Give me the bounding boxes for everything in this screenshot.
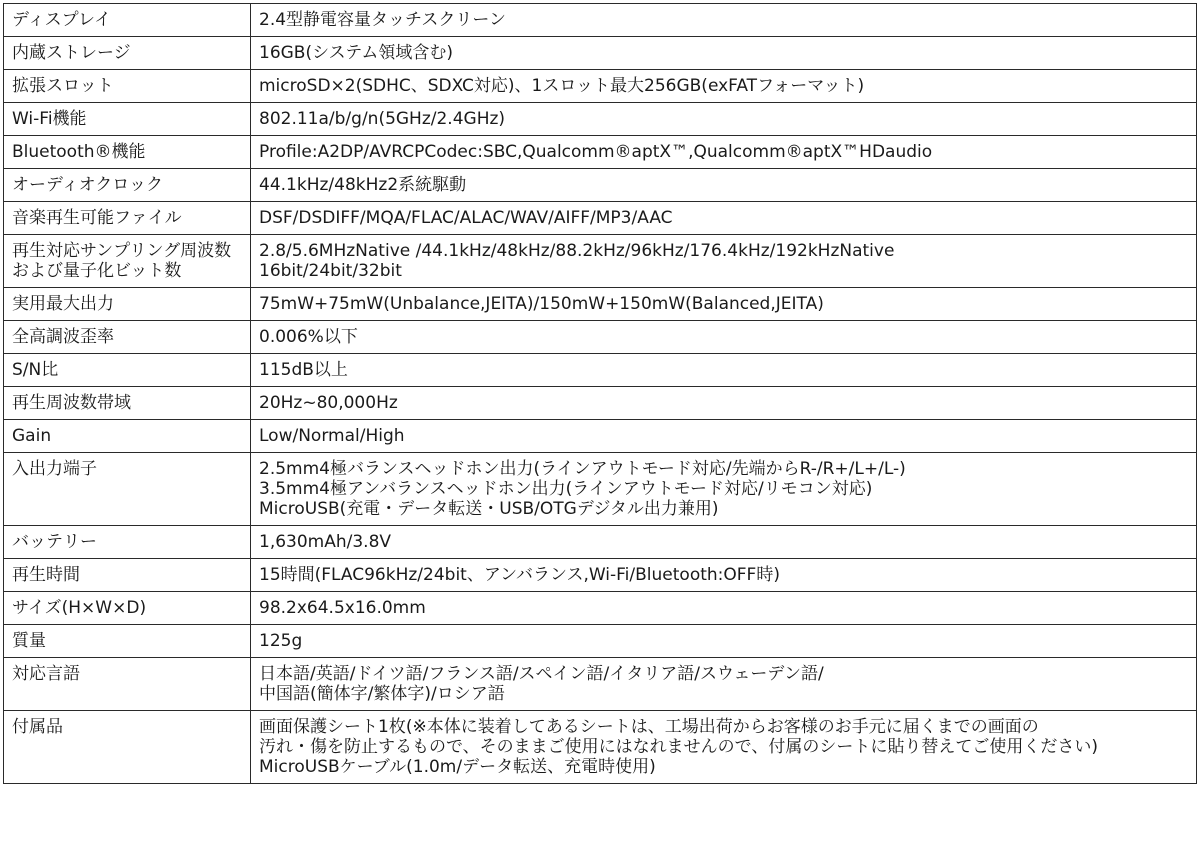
spec-label-text: Wi-Fi機能 [12,109,87,129]
spec-label [4,70,251,103]
spec-value-text: 44.1kHz/48kHz2系統駆動 [259,175,467,195]
spec-row [4,37,1197,70]
spec-table [3,3,1197,784]
spec-label-text: Bluetooth®機能 [12,142,146,162]
spec-row [4,4,1197,37]
spec-value [251,453,1197,526]
spec-label-text: 対応言語 [12,664,80,684]
spec-label-text: S/N比 [12,360,59,380]
spec-row [4,288,1197,321]
spec-value-text: 0.006%以下 [259,327,358,347]
spec-value-text: 汚れ・傷を防止するもので、そのままご使用にはなれませんので、付属のシートに貼り替えてご使用ください) [259,737,1098,757]
spec-value-text: 802.11a/b/g/n(5GHz/2.4GHz) [259,109,506,129]
spec-row [4,387,1197,420]
spec-label [4,453,251,526]
spec-label [4,103,251,136]
spec-value [251,169,1197,202]
spec-row [4,354,1197,387]
spec-label-text: 音楽再生可能ファイル [12,208,182,228]
spec-value [251,559,1197,592]
spec-label-text: Gain [12,426,52,446]
spec-value [251,103,1197,136]
spec-value-text: 画面保護シート1枚(※本体に装着してあるシートは、工場出荷からお客様のお手元に届くまでの画面の [259,717,1039,737]
spec-label-text: 再生対応サンプリング周波数 [12,241,232,261]
spec-value-text: 2.4型静電容量タッチスクリーン [259,10,507,30]
spec-row [4,658,1197,711]
spec-row [4,136,1197,169]
spec-value [251,387,1197,420]
spec-row [4,453,1197,526]
spec-value [251,37,1197,70]
spec-value-text: 115dB以上 [259,360,348,380]
spec-label [4,559,251,592]
spec-label-text: 再生時間 [12,565,80,585]
spec-label [4,202,251,235]
spec-value-text: MicroUSBケーブル(1.0m/データ転送、充電時使用) [259,757,656,777]
spec-value-text: Profile:A2DP/AVRCPCodec:SBC,Qualcomm®aptX™,Qualcomm®aptX™HDaudio [259,142,933,162]
spec-value-text: 98.2x64.5x16.0mm [259,598,426,618]
spec-label [4,658,251,711]
spec-row [4,559,1197,592]
spec-label [4,169,251,202]
spec-value-text: MicroUSB(充電・データ転送・USB/OTGデジタル出力兼用) [259,499,719,519]
spec-label [4,321,251,354]
spec-label-text: 全高調波歪率 [12,327,114,347]
spec-value [251,420,1197,453]
spec-row [4,592,1197,625]
spec-label [4,625,251,658]
spec-row [4,526,1197,559]
spec-row [4,169,1197,202]
spec-value-text: 16bit/24bit/32bit [259,261,402,281]
spec-value-text: Low/Normal/High [259,426,405,446]
spec-value [251,625,1197,658]
spec-row [4,420,1197,453]
spec-value [251,658,1197,711]
spec-row [4,202,1197,235]
spec-label [4,354,251,387]
spec-value [251,711,1197,784]
spec-row [4,103,1197,136]
spec-label [4,37,251,70]
spec-label [4,592,251,625]
spec-label-text: バッテリー [12,532,97,552]
spec-value-text: 15時間(FLAC96kHz/24bit、アンバランス,Wi-Fi/Bluetooth:OFF時) [259,565,780,585]
spec-value [251,354,1197,387]
spec-label-text: 入出力端子 [12,459,97,479]
spec-label-text: 内蔵ストレージ [12,43,131,63]
spec-value-text: 3.5mm4極アンバランスヘッドホン出力(ラインアウトモード対応/リモコン対応) [259,479,873,499]
spec-value-text: microSD×2(SDHC、SDXC対応)、1スロット最大256GB(exFATフォーマット) [259,76,865,96]
spec-label-text: ディスプレイ [12,10,112,30]
spec-value [251,235,1197,288]
spec-label [4,420,251,453]
spec-value-text: 125g [259,631,303,651]
spec-value-text: 2.5mm4極バランスヘッドホン出力(ラインアウトモード対応/先端からR-/R+/L+/L-) [259,459,906,479]
spec-value-text: 75mW+75mW(Unbalance,JEITA)/150mW+150mW(Balanced,JEITA) [259,294,824,314]
spec-value-text: 16GB(システム領域含む) [259,43,454,63]
spec-label [4,288,251,321]
spec-value [251,321,1197,354]
spec-label-text: サイズ(H×W×D) [12,598,147,618]
spec-row [4,235,1197,288]
spec-value-text: DSF/DSDIFF/MQA/FLAC/ALAC/WAV/AIFF/MP3/AAC [259,208,673,228]
spec-label [4,4,251,37]
spec-value [251,70,1197,103]
spec-value [251,288,1197,321]
spec-value [251,526,1197,559]
spec-value-text: 中国語(簡体字/繁体字)/ロシア語 [259,684,505,704]
spec-label-text: 再生周波数帯域 [12,393,131,413]
spec-label-text: および量子化ビット数 [12,261,182,281]
spec-label-text: 拡張スロット [12,76,114,96]
spec-label-text: 付属品 [12,717,63,737]
spec-label [4,387,251,420]
spec-label [4,136,251,169]
spec-row [4,321,1197,354]
spec-table-body [4,4,1197,784]
spec-value [251,4,1197,37]
spec-label-text: オーディオクロック [12,175,163,195]
spec-value [251,592,1197,625]
spec-row [4,70,1197,103]
spec-value [251,136,1197,169]
spec-row [4,625,1197,658]
spec-label [4,711,251,784]
spec-label-text: 質量 [12,631,46,651]
spec-label-text: 実用最大出力 [12,294,114,314]
spec-value-text: 20Hz~80,000Hz [259,393,398,413]
spec-value [251,202,1197,235]
spec-value-text: 1,630mAh/3.8V [259,532,392,552]
spec-row [4,711,1197,784]
spec-label [4,526,251,559]
spec-value-text: 2.8/5.6MHzNative /44.1kHz/48kHz/88.2kHz/96kHz/176.4kHz/192kHzNative [259,241,895,261]
spec-value-text: 日本語/英語/ドイツ語/フランス語/スペイン語/イタリア語/スウェーデン語/ [259,664,824,684]
spec-label [4,235,251,288]
